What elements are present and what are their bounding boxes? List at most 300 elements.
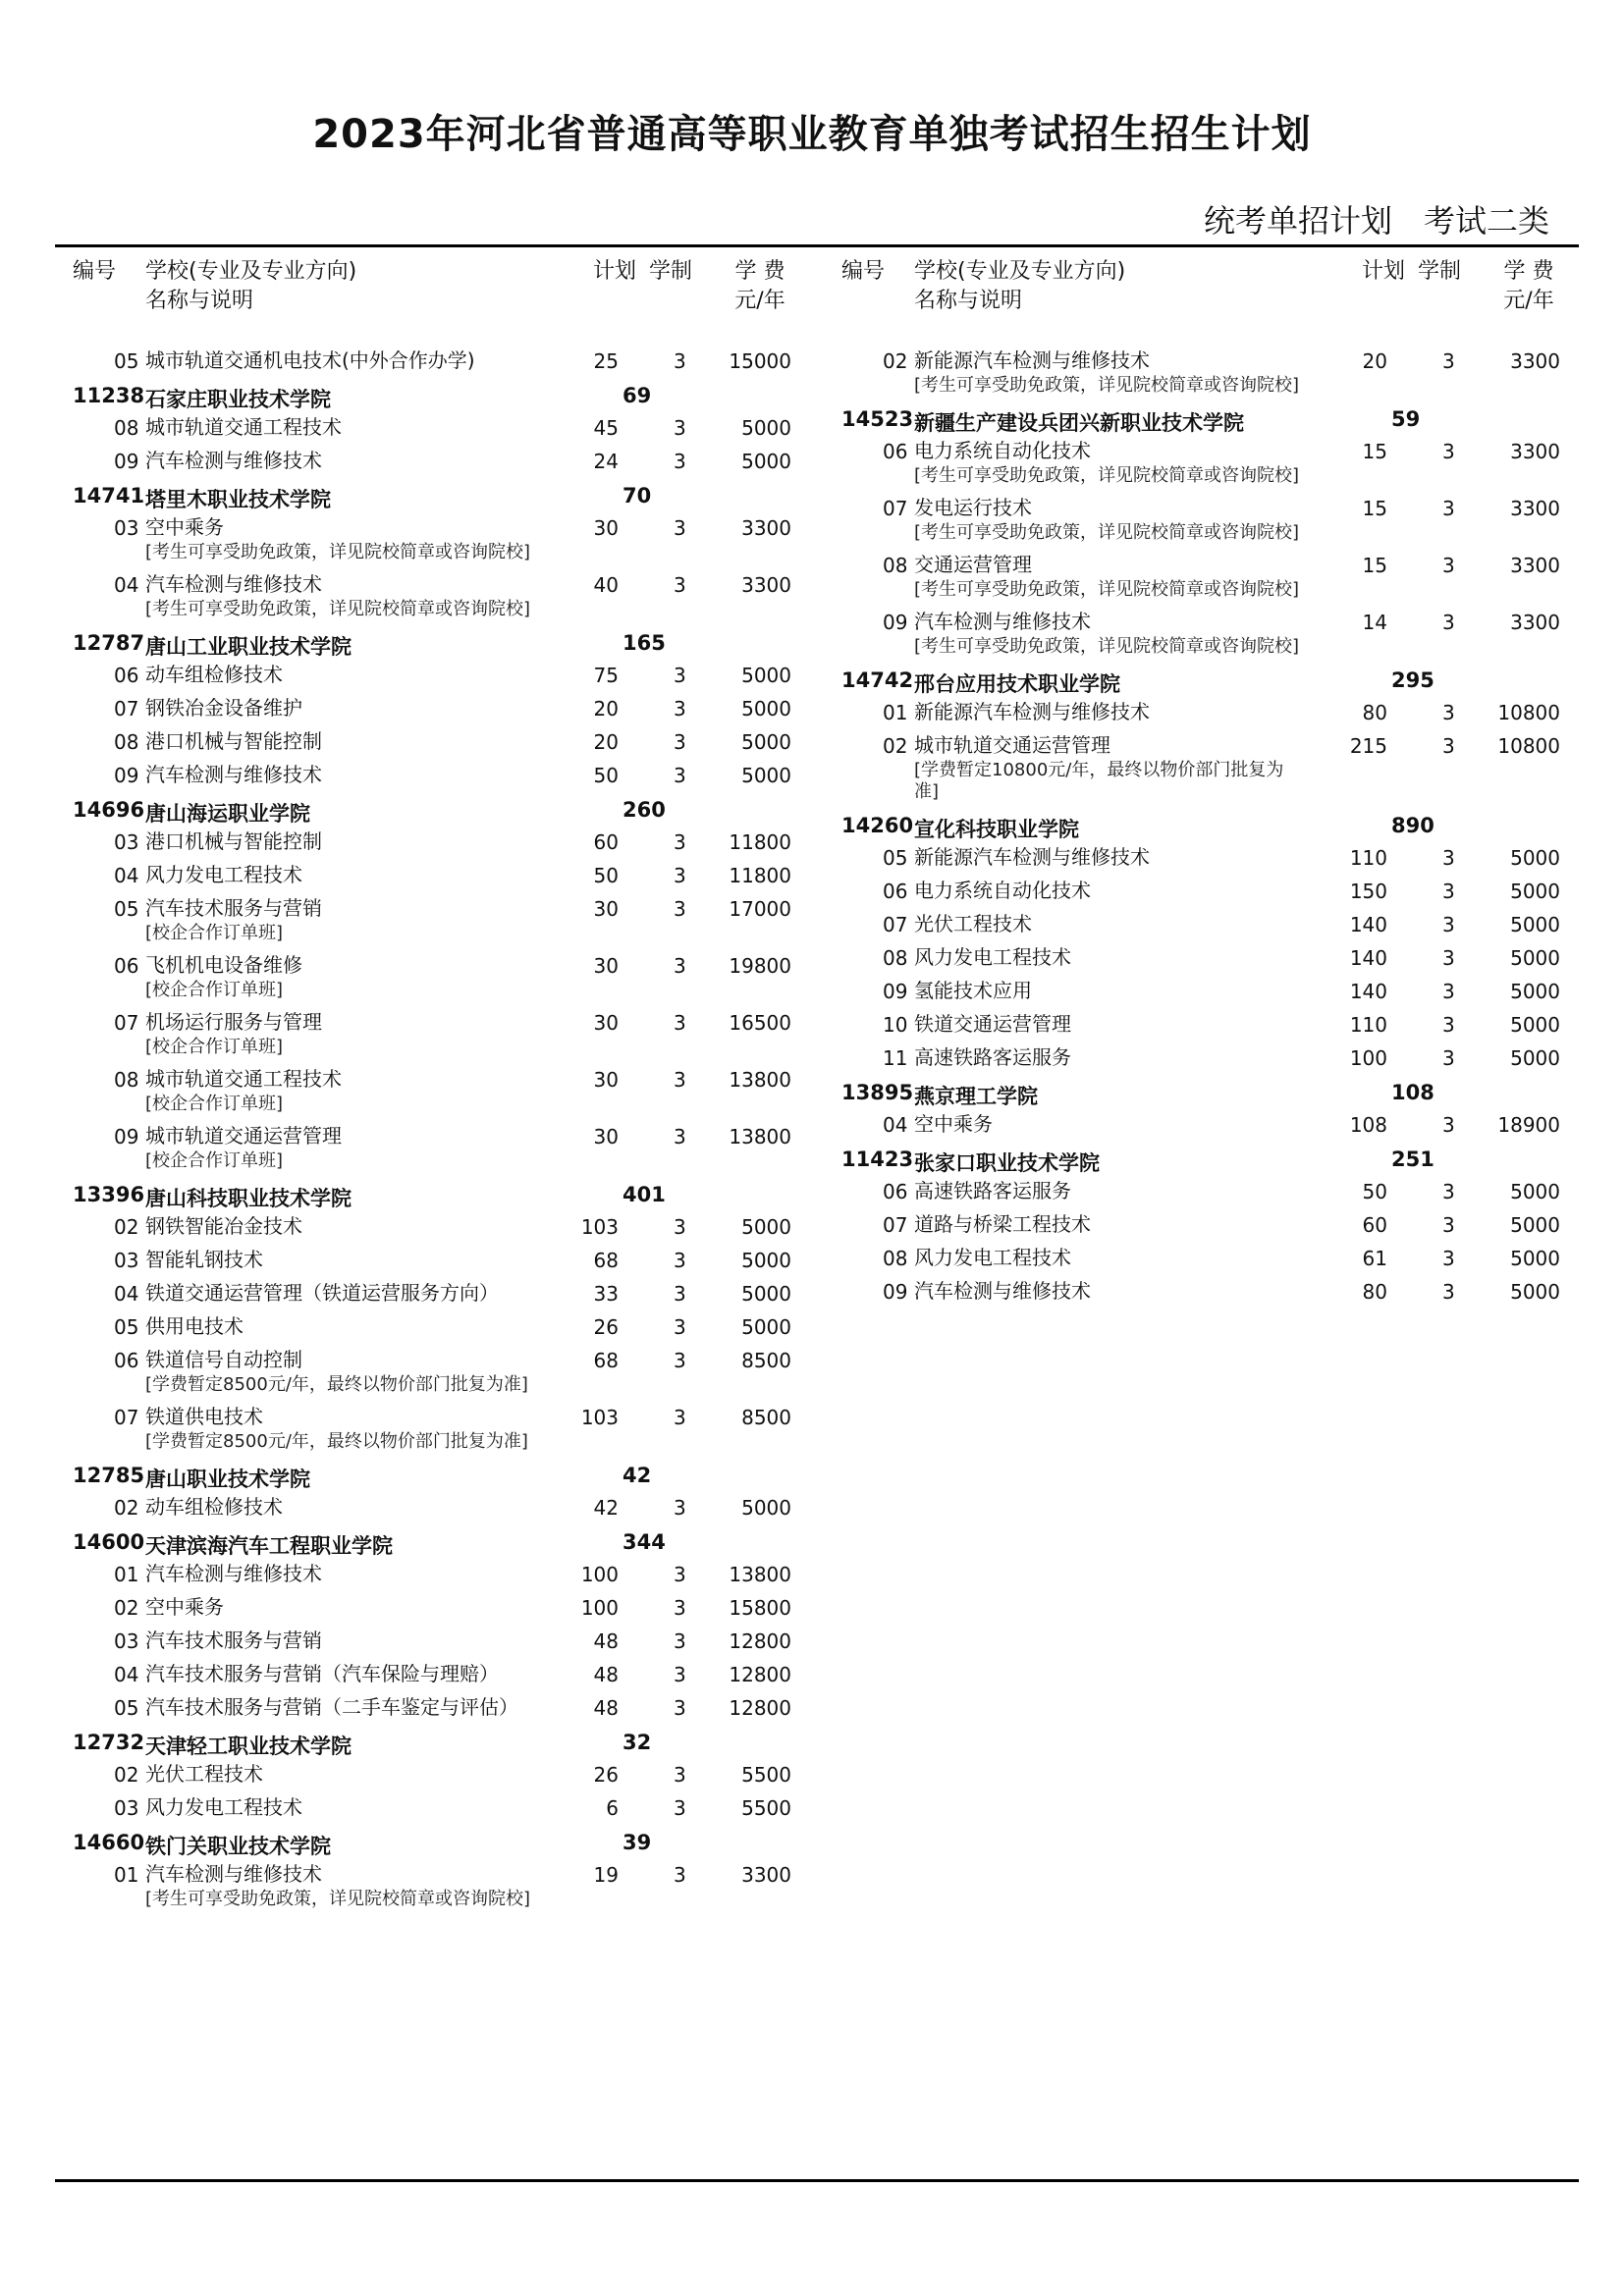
major-number: 09 bbox=[114, 1125, 139, 1148]
major-fee: 5000 bbox=[741, 697, 791, 721]
school-name: 天津轻工职业技术学院 bbox=[145, 1735, 352, 1758]
major-name: 港口机械与智能控制 bbox=[145, 829, 322, 853]
major-name: 铁道交通运营管理（铁道运营服务方向） bbox=[145, 1281, 499, 1305]
major-row bbox=[73, 660, 799, 693]
major-number: 09 bbox=[114, 450, 139, 473]
column-header bbox=[73, 257, 799, 336]
major-years: 3 bbox=[1442, 1013, 1455, 1037]
major-fee: 13800 bbox=[729, 1068, 791, 1092]
major-fee: 3300 bbox=[1510, 349, 1560, 373]
major-name: 发电运行技术 bbox=[914, 496, 1032, 519]
major-plan: 68 bbox=[593, 1249, 619, 1272]
school-plan-total: 70 bbox=[623, 484, 652, 507]
major-years: 3 bbox=[674, 897, 686, 921]
major-fee: 5000 bbox=[741, 664, 791, 687]
major-fee: 11800 bbox=[729, 830, 791, 854]
major-fee: 5000 bbox=[741, 450, 791, 473]
header-years: 学制 bbox=[1418, 259, 1462, 284]
major-row bbox=[841, 730, 1568, 809]
major-number: 05 bbox=[114, 1696, 139, 1720]
school-code: 13895 bbox=[841, 1081, 914, 1104]
header-plan: 计划 bbox=[1362, 259, 1406, 284]
major-name: 城市轨道交通运营管理 bbox=[914, 733, 1110, 757]
major-plan: 48 bbox=[593, 1696, 619, 1720]
school-code: 11423 bbox=[841, 1148, 914, 1171]
major-note: [考生可享受助免政策，详见院校简章或咨询院校] bbox=[145, 542, 531, 562]
major-name: 城市轨道交通机电技术(中外合作办学) bbox=[145, 348, 475, 372]
major-plan: 20 bbox=[1362, 349, 1387, 373]
major-plan: 14 bbox=[1362, 611, 1387, 634]
major-name: 汽车技术服务与营销（二手车鉴定与评估） bbox=[145, 1695, 518, 1719]
major-row bbox=[841, 976, 1568, 1009]
major-note: [学费暂定10800元/年，最终以物价部门批复为准] bbox=[914, 760, 1284, 802]
major-number: 02 bbox=[114, 1496, 139, 1520]
major-row bbox=[73, 1659, 799, 1692]
major-number: 05 bbox=[114, 1315, 139, 1339]
major-fee: 5000 bbox=[741, 764, 791, 787]
major-name: 汽车检测与维修技术 bbox=[145, 449, 322, 472]
major-number: 09 bbox=[114, 764, 139, 787]
major-plan: 50 bbox=[1362, 1180, 1387, 1203]
major-fee: 5000 bbox=[741, 1282, 791, 1306]
major-note: [考生可享受助免政策，详见院校简章或咨询院校] bbox=[145, 599, 531, 619]
major-name: 光伏工程技术 bbox=[914, 912, 1032, 935]
major-number: 04 bbox=[114, 573, 139, 597]
major-row bbox=[73, 827, 799, 860]
header-fee: 学 费 元/年 bbox=[1503, 259, 1554, 313]
major-note: [学费暂定8500元/年，最终以物价部门批复为准] bbox=[145, 1374, 528, 1395]
major-years: 3 bbox=[674, 1763, 686, 1787]
major-row bbox=[73, 1792, 799, 1826]
major-number: 03 bbox=[114, 1629, 139, 1653]
major-name: 空中乘务 bbox=[145, 1595, 224, 1619]
major-years: 3 bbox=[1442, 846, 1455, 870]
major-years: 3 bbox=[674, 1406, 686, 1429]
major-row bbox=[73, 569, 799, 626]
major-years: 3 bbox=[1442, 913, 1455, 936]
major-number: 07 bbox=[114, 1406, 139, 1429]
major-fee: 5000 bbox=[1510, 1280, 1560, 1304]
major-plan: 68 bbox=[593, 1349, 619, 1372]
major-name: 氢能技术应用 bbox=[914, 979, 1032, 1002]
major-fee: 15000 bbox=[729, 349, 791, 373]
major-number: 04 bbox=[114, 1663, 139, 1686]
major-plan: 40 bbox=[593, 573, 619, 597]
major-row bbox=[841, 1009, 1568, 1042]
major-number: 05 bbox=[114, 349, 139, 373]
major-number: 09 bbox=[883, 611, 908, 634]
major-row bbox=[841, 942, 1568, 976]
major-number: 01 bbox=[114, 1863, 139, 1887]
school-row bbox=[73, 379, 799, 412]
major-name: 城市轨道交通工程技术 bbox=[145, 415, 342, 439]
major-row bbox=[841, 876, 1568, 909]
major-row bbox=[841, 1042, 1568, 1076]
major-years: 3 bbox=[674, 697, 686, 721]
major-plan: 30 bbox=[593, 954, 619, 978]
school-plan-total: 59 bbox=[1391, 407, 1421, 431]
major-fee: 16500 bbox=[729, 1011, 791, 1035]
school-name: 唐山海运职业学院 bbox=[145, 802, 310, 826]
school-code: 14741 bbox=[73, 484, 145, 507]
school-row bbox=[73, 793, 799, 827]
major-plan: 100 bbox=[580, 1563, 619, 1586]
major-row bbox=[73, 1345, 799, 1402]
major-fee: 5000 bbox=[741, 416, 791, 440]
major-fee: 12800 bbox=[729, 1696, 791, 1720]
major-fee: 8500 bbox=[741, 1349, 791, 1372]
major-number: 07 bbox=[883, 1213, 908, 1237]
major-name: 智能轧钢技术 bbox=[145, 1248, 263, 1271]
major-plan: 42 bbox=[593, 1496, 619, 1520]
major-plan: 19 bbox=[593, 1863, 619, 1887]
major-row bbox=[841, 550, 1568, 607]
major-plan: 103 bbox=[580, 1215, 619, 1239]
major-name: 铁道交通运营管理 bbox=[914, 1012, 1071, 1036]
school-name: 燕京理工学院 bbox=[914, 1085, 1038, 1108]
major-years: 3 bbox=[674, 1696, 686, 1720]
major-note: [考生可享受助免政策，详见院校简章或咨询院校] bbox=[914, 579, 1300, 600]
major-row bbox=[73, 1692, 799, 1726]
header-name: 学校(专业及专业方向) 名称与说明 bbox=[914, 259, 1126, 313]
major-plan: 140 bbox=[1349, 913, 1387, 936]
school-code: 14660 bbox=[73, 1831, 145, 1854]
major-note: [学费暂定8500元/年，最终以物价部门批复为准] bbox=[145, 1431, 528, 1452]
major-years: 3 bbox=[674, 1796, 686, 1820]
major-fee: 17000 bbox=[729, 897, 791, 921]
major-plan: 80 bbox=[1362, 701, 1387, 724]
bottom-divider bbox=[55, 2179, 1579, 2182]
major-name: 动车组检修技术 bbox=[145, 1495, 283, 1519]
school-code: 12787 bbox=[73, 631, 145, 655]
major-name: 风力发电工程技术 bbox=[914, 945, 1071, 969]
school-row bbox=[841, 1143, 1568, 1176]
major-fee: 5000 bbox=[1510, 1180, 1560, 1203]
major-row bbox=[73, 860, 799, 893]
major-row bbox=[73, 693, 799, 726]
major-name: 动车组检修技术 bbox=[145, 663, 283, 686]
major-row bbox=[73, 1492, 799, 1525]
school-code: 14742 bbox=[841, 668, 914, 692]
major-name: 风力发电工程技术 bbox=[145, 863, 302, 886]
major-years: 3 bbox=[674, 416, 686, 440]
major-number: 06 bbox=[883, 440, 908, 463]
major-years: 3 bbox=[1442, 1213, 1455, 1237]
school-code: 12785 bbox=[73, 1464, 145, 1487]
major-row bbox=[841, 436, 1568, 493]
header-code: 编号 bbox=[841, 259, 886, 284]
major-row bbox=[841, 1109, 1568, 1143]
major-name: 电力系统自动化技术 bbox=[914, 439, 1091, 462]
major-years: 3 bbox=[1442, 1247, 1455, 1270]
major-fee: 5000 bbox=[741, 1496, 791, 1520]
major-number: 01 bbox=[114, 1563, 139, 1586]
major-name: 城市轨道交通运营管理 bbox=[145, 1124, 342, 1148]
major-row bbox=[73, 1311, 799, 1345]
school-plan-total: 165 bbox=[623, 631, 666, 655]
major-number: 02 bbox=[883, 349, 908, 373]
right-rows bbox=[841, 346, 1568, 1309]
major-name: 风力发电工程技术 bbox=[145, 1795, 302, 1819]
major-fee: 12800 bbox=[729, 1629, 791, 1653]
major-number: 07 bbox=[114, 697, 139, 721]
major-name: 新能源汽车检测与维修技术 bbox=[914, 700, 1150, 723]
major-years: 3 bbox=[674, 1629, 686, 1653]
major-plan: 140 bbox=[1349, 980, 1387, 1003]
major-plan: 80 bbox=[1362, 1280, 1387, 1304]
major-number: 11 bbox=[883, 1046, 908, 1070]
school-plan-total: 401 bbox=[623, 1183, 666, 1206]
major-fee: 5000 bbox=[741, 1215, 791, 1239]
major-row bbox=[841, 1209, 1568, 1243]
major-plan: 50 bbox=[593, 864, 619, 887]
major-row bbox=[841, 1176, 1568, 1209]
major-years: 3 bbox=[674, 349, 686, 373]
major-note: [校企合作订单班] bbox=[145, 923, 284, 943]
school-name: 新疆生产建设兵团兴新职业技术学院 bbox=[914, 411, 1244, 435]
major-years: 3 bbox=[674, 1282, 686, 1306]
major-note: [校企合作订单班] bbox=[145, 1037, 284, 1057]
major-number: 08 bbox=[883, 946, 908, 970]
major-number: 10 bbox=[883, 1013, 908, 1037]
major-name: 空中乘务 bbox=[914, 1112, 993, 1136]
major-number: 04 bbox=[883, 1113, 908, 1137]
school-name: 宣化科技职业学院 bbox=[914, 818, 1079, 841]
major-years: 3 bbox=[674, 1663, 686, 1686]
major-name: 空中乘务 bbox=[145, 515, 224, 539]
major-name: 道路与桥梁工程技术 bbox=[914, 1212, 1091, 1236]
major-row bbox=[841, 697, 1568, 730]
school-row bbox=[841, 1076, 1568, 1109]
left-column bbox=[73, 257, 799, 1916]
major-name: 汽车检测与维修技术 bbox=[145, 1562, 322, 1585]
major-number: 06 bbox=[114, 1349, 139, 1372]
major-plan: 20 bbox=[593, 697, 619, 721]
major-name: 交通运营管理 bbox=[914, 553, 1032, 576]
major-years: 3 bbox=[1442, 1046, 1455, 1070]
major-plan: 100 bbox=[580, 1596, 619, 1620]
major-fee: 10800 bbox=[1497, 701, 1560, 724]
major-plan: 30 bbox=[593, 1068, 619, 1092]
major-name: 铁道信号自动控制 bbox=[145, 1348, 302, 1371]
major-fee: 3300 bbox=[1510, 440, 1560, 463]
major-fee: 5000 bbox=[1510, 980, 1560, 1003]
major-fee: 5000 bbox=[1510, 1046, 1560, 1070]
major-row bbox=[841, 493, 1568, 550]
major-number: 08 bbox=[114, 1068, 139, 1092]
major-years: 3 bbox=[674, 1496, 686, 1520]
major-row bbox=[73, 1559, 799, 1592]
major-plan: 75 bbox=[593, 664, 619, 687]
major-years: 3 bbox=[674, 1563, 686, 1586]
major-fee: 10800 bbox=[1497, 734, 1560, 758]
major-plan: 30 bbox=[593, 897, 619, 921]
major-plan: 50 bbox=[593, 764, 619, 787]
major-fee: 5000 bbox=[1510, 846, 1560, 870]
major-years: 3 bbox=[1442, 1113, 1455, 1137]
header-code: 编号 bbox=[73, 259, 117, 284]
major-plan: 110 bbox=[1349, 846, 1387, 870]
major-name: 机场运行服务与管理 bbox=[145, 1010, 322, 1034]
major-number: 02 bbox=[114, 1215, 139, 1239]
major-row bbox=[73, 512, 799, 569]
major-note: [考生可享受助免政策，详见院校简章或咨询院校] bbox=[914, 375, 1300, 396]
major-plan: 30 bbox=[593, 1125, 619, 1148]
major-name: 钢铁智能冶金技术 bbox=[145, 1214, 302, 1238]
major-row bbox=[73, 1402, 799, 1459]
major-row bbox=[73, 1759, 799, 1792]
major-years: 3 bbox=[1442, 1180, 1455, 1203]
major-years: 3 bbox=[1442, 946, 1455, 970]
major-years: 3 bbox=[674, 730, 686, 754]
major-years: 3 bbox=[674, 1315, 686, 1339]
major-years: 3 bbox=[1442, 980, 1455, 1003]
major-years: 3 bbox=[674, 1215, 686, 1239]
major-fee: 5000 bbox=[1510, 880, 1560, 903]
major-name: 风力发电工程技术 bbox=[914, 1246, 1071, 1269]
major-row bbox=[841, 607, 1568, 664]
major-years: 3 bbox=[1442, 554, 1455, 577]
school-code: 14696 bbox=[73, 798, 145, 822]
major-plan: 33 bbox=[593, 1282, 619, 1306]
major-plan: 100 bbox=[1349, 1046, 1387, 1070]
school-row bbox=[73, 1459, 799, 1492]
major-name: 汽车技术服务与营销 bbox=[145, 896, 322, 920]
school-plan-total: 108 bbox=[1391, 1081, 1435, 1104]
school-row bbox=[73, 1525, 799, 1559]
major-fee: 5500 bbox=[741, 1763, 791, 1787]
major-fee: 5000 bbox=[1510, 1247, 1560, 1270]
major-name: 港口机械与智能控制 bbox=[145, 729, 322, 753]
school-code: 14260 bbox=[841, 814, 914, 837]
major-years: 3 bbox=[674, 764, 686, 787]
major-name: 汽车检测与维修技术 bbox=[145, 1862, 322, 1886]
major-name: 钢铁冶金设备维护 bbox=[145, 696, 302, 720]
school-row bbox=[73, 1826, 799, 1859]
major-number: 03 bbox=[114, 1249, 139, 1272]
school-code: 14523 bbox=[841, 407, 914, 431]
header-name: 学校(专业及专业方向) 名称与说明 bbox=[145, 259, 357, 313]
major-row bbox=[73, 1278, 799, 1311]
school-plan-total: 39 bbox=[623, 1831, 652, 1854]
major-number: 03 bbox=[114, 1796, 139, 1820]
major-name: 高速铁路客运服务 bbox=[914, 1045, 1071, 1069]
major-number: 05 bbox=[114, 897, 139, 921]
major-number: 08 bbox=[883, 1247, 908, 1270]
school-name: 唐山科技职业技术学院 bbox=[145, 1187, 352, 1210]
school-name: 石家庄职业技术学院 bbox=[145, 388, 331, 411]
major-name: 铁道供电技术 bbox=[145, 1405, 263, 1428]
major-plan: 108 bbox=[1349, 1113, 1387, 1137]
major-number: 02 bbox=[883, 734, 908, 758]
header-fee: 学 费 元/年 bbox=[734, 259, 785, 313]
major-plan: 30 bbox=[593, 1011, 619, 1035]
major-fee: 5000 bbox=[741, 730, 791, 754]
page-subtitle: 统考单招计划 考试二类 bbox=[1203, 202, 1549, 240]
major-years: 3 bbox=[674, 1011, 686, 1035]
major-fee: 5000 bbox=[1510, 913, 1560, 936]
major-plan: 26 bbox=[593, 1763, 619, 1787]
major-years: 3 bbox=[674, 954, 686, 978]
major-fee: 5000 bbox=[1510, 946, 1560, 970]
major-row bbox=[73, 726, 799, 760]
school-code: 13396 bbox=[73, 1183, 145, 1206]
major-row bbox=[73, 1859, 799, 1916]
right-column bbox=[841, 257, 1568, 1309]
major-name: 电力系统自动化技术 bbox=[914, 879, 1091, 902]
major-years: 3 bbox=[674, 1349, 686, 1372]
major-fee: 13800 bbox=[729, 1563, 791, 1586]
major-years: 3 bbox=[674, 516, 686, 540]
major-row bbox=[73, 760, 799, 793]
major-number: 03 bbox=[114, 830, 139, 854]
major-years: 3 bbox=[1442, 880, 1455, 903]
major-number: 06 bbox=[883, 1180, 908, 1203]
top-divider bbox=[55, 244, 1579, 247]
school-name: 天津滨海汽车工程职业学院 bbox=[145, 1534, 393, 1558]
major-row bbox=[73, 1121, 799, 1178]
major-years: 3 bbox=[674, 664, 686, 687]
major-fee: 3300 bbox=[741, 516, 791, 540]
major-row bbox=[73, 1592, 799, 1626]
major-fee: 15800 bbox=[729, 1596, 791, 1620]
major-note: [校企合作订单班] bbox=[145, 1150, 284, 1171]
major-row bbox=[841, 1243, 1568, 1276]
page-title: 2023年河北省普通高等职业教育单独考试招生招生计划 bbox=[312, 112, 1312, 157]
major-number: 07 bbox=[883, 497, 908, 520]
major-years: 3 bbox=[674, 1125, 686, 1148]
school-row bbox=[73, 1178, 799, 1211]
school-row bbox=[841, 809, 1568, 842]
school-row bbox=[73, 626, 799, 660]
major-fee: 5000 bbox=[741, 1249, 791, 1272]
major-row bbox=[73, 1064, 799, 1121]
major-name: 供用电技术 bbox=[145, 1314, 244, 1338]
major-number: 07 bbox=[114, 1011, 139, 1035]
school-row bbox=[841, 664, 1568, 697]
major-number: 07 bbox=[883, 913, 908, 936]
major-fee: 3300 bbox=[741, 573, 791, 597]
major-years: 3 bbox=[1442, 349, 1455, 373]
major-number: 02 bbox=[114, 1596, 139, 1620]
major-note: [校企合作订单班] bbox=[145, 980, 284, 1000]
school-row bbox=[841, 402, 1568, 436]
major-number: 06 bbox=[114, 664, 139, 687]
major-plan: 24 bbox=[593, 450, 619, 473]
major-fee: 8500 bbox=[741, 1406, 791, 1429]
major-note: [考生可享受助免政策，详见院校简章或咨询院校] bbox=[914, 636, 1300, 657]
major-row bbox=[73, 1626, 799, 1659]
major-years: 3 bbox=[674, 864, 686, 887]
major-row bbox=[73, 1007, 799, 1064]
major-row bbox=[73, 346, 799, 379]
column-header bbox=[841, 257, 1568, 336]
major-name: 飞机机电设备维修 bbox=[145, 953, 302, 977]
header-plan: 计划 bbox=[593, 259, 637, 284]
school-plan-total: 344 bbox=[623, 1530, 666, 1554]
major-plan: 20 bbox=[593, 730, 619, 754]
major-note: [考生可享受助免政策，详见院校简章或咨询院校] bbox=[914, 522, 1300, 543]
major-years: 3 bbox=[674, 1249, 686, 1272]
major-fee: 19800 bbox=[729, 954, 791, 978]
major-number: 09 bbox=[883, 1280, 908, 1304]
major-plan: 150 bbox=[1349, 880, 1387, 903]
major-row bbox=[841, 1276, 1568, 1309]
major-row bbox=[73, 893, 799, 950]
major-years: 3 bbox=[674, 1596, 686, 1620]
major-name: 汽车技术服务与营销（汽车保险与理赔） bbox=[145, 1662, 499, 1685]
major-number: 06 bbox=[883, 880, 908, 903]
